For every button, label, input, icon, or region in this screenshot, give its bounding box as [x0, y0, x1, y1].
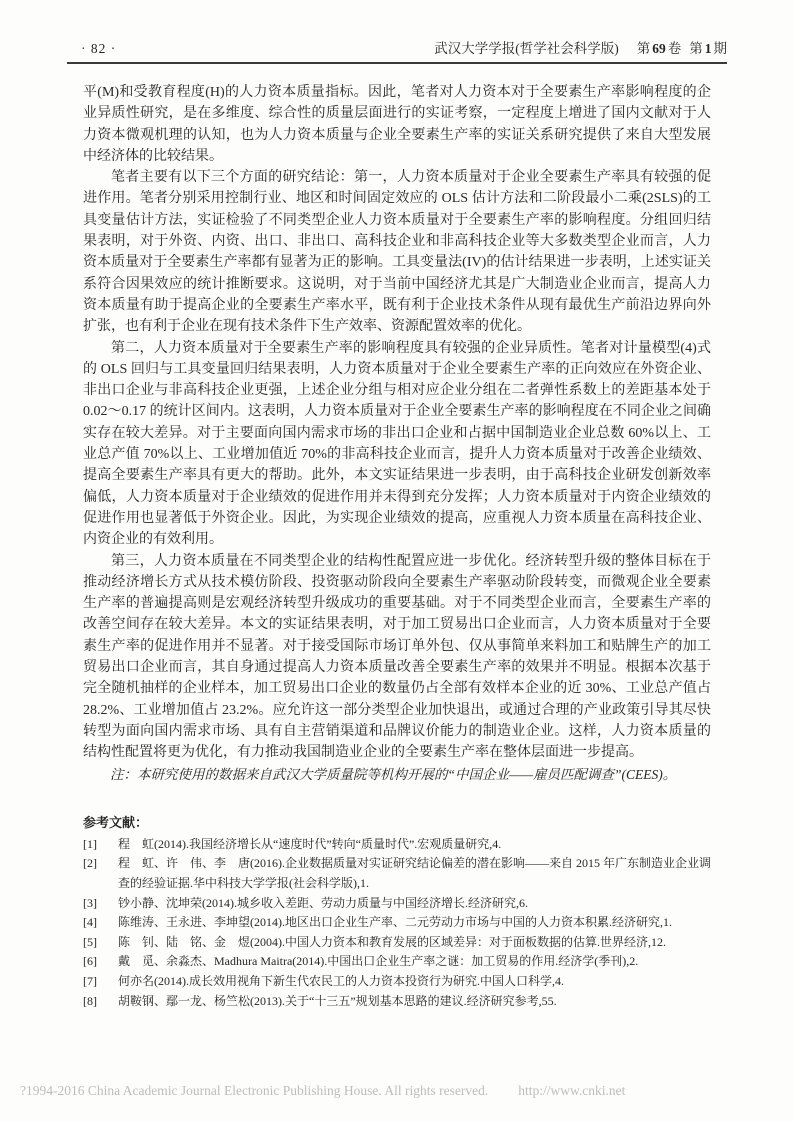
references-list	[83, 835, 711, 1011]
volume-issue	[637, 41, 727, 56]
page-header	[67, 0, 727, 64]
reference-text: 陈 钊、陆 铭、金 煜(2004).中国人力资本和教育发展的区域差异：对于面板数据的估算.世界经济,12.	[118, 934, 666, 949]
cnki-url: http://www.cnki.net	[518, 1083, 626, 1098]
issue-label: 第	[689, 41, 703, 56]
reference-label: [4]	[83, 915, 97, 930]
reference-text: 程 虹(2014).我国经济增长从“速度时代”转向“质量时代”.宏观质量研究,4.	[118, 836, 502, 851]
references-heading: 参考文献：	[83, 814, 149, 830]
reference-text: 陈维涛、王永进、李坤望(2014).地区出口企业生产率、二元劳动力市场与中国的人力资本积累.经济研究,1.	[118, 915, 672, 930]
reference-item	[83, 933, 711, 953]
reference-label: [3]	[83, 895, 97, 910]
body-paragraph: 笔者主要有以下三个方面的研究结论：第一，人力资本质量对于企业全要素生产率具有较强的促进作用。笔者分别采用控制行业、地区和时间固定效应的 OLS 估计方法和二阶段最小二乘(2SLS)的工具变量估计方法，实证检验了不同类型企业人力资本质量对于全要素生产率的影响程度。分组回归结果表明，对于外资、内资、出口、非出口、高科技企业和非高科技企业等大多数类型企业而言，人力资本质量对于全要素生产率都有显著为正的影响。工具变量法(IV)的估计结果进一步表明，上述实证关系符合因果效应的统计推断要求。这说明，对于当前中国经济尤其是广大制造业企业而言，提高人力资本质量有助于提高企业的全要素生产率水平，既有利于企业技术条件从现有最优生产前沿边界向外扩张，也有利于企业在现有技术条件下生产效率、资源配置效率的优化。	[83, 170, 711, 335]
cnki-watermark-footer	[20, 1082, 774, 1100]
reference-item	[83, 835, 711, 855]
reference-text: 程 虹、许 伟、李 唐(2016).企业数据质量对实证研究结论偏差的潜在影响——来自 2015 年广东制造业企业调查的经验证据.华中科技大学学报(社会科学版),1.	[118, 856, 711, 890]
reference-item	[83, 913, 711, 933]
reference-item	[83, 894, 711, 914]
reference-text: 何亦名(2014).成长效用视角下新生代农民工的人力资本投资行为研究.中国人口科学,4.	[118, 973, 564, 988]
journal-info	[434, 40, 727, 57]
copyright-text: ?1994-2016 China Academic Journal Electronic Publishing House. All rights reserved.	[20, 1083, 489, 1098]
reference-text: 钞小静、沈坤荣(2014).城乡收入差距、劳动力质量与中国经济增长.经济研究,6.	[118, 895, 528, 910]
reference-item	[83, 952, 711, 972]
data-source-note: 注：本研究使用的数据来自武汉大学质量院等机构开展的“中国企业——雇员匹配调查”(CEES)。	[110, 766, 677, 782]
body-paragraph: 平(M)和受教育程度(H)的人力资本质量指标。因此，笔者对人力资本对于全要素生产率影响程度的企业异质性研究，是在多维度、综合性的质量层面进行的实证考察，一定程度上增进了国内文献对于人力资本微观机理的认知，也为人力资本质量与企业全要素生产率的实证关系研究提供了来自大型发展中经济体的比较结果。	[83, 85, 711, 164]
body-paragraph: 第二，人力资本质量对于全要素生产率的影响程度具有较强的企业异质性。笔者对计量模型(4)式的 OLS 回归与工具变量回归结果表明，人力资本质量对于企业全要素生产率的正向效应在外资企业、非出口企业与非高科技企业更强，上述企业分组与相对应企业分组在二者弹性系数上的差距基本处于0.02～0.17 的统计区间内。这表明，人力资本质量对于企业全要素生产率的影响程度在不同企业之间确实存在较大差异。对于主要面向国内需求市场的非出口企业和占据中国制造业企业总数 60%以上、工业总产值 70%以上、工业增加值近 70%的非高科技企业而言，提升人力资本质量对于改善企业绩效、提高全要素生产率具有更大的帮助。此外，本文实证结果进一步表明，由于高科技企业研发创新效率偏低，人力资本质量对于企业绩效的促进作用并未得到充分发挥；人力资本质量对于内资企业绩效的促进作用也显著低于外资企业。因此，为实现企业绩效的提高，应重视人力资本质量在高科技企业、内资企业的有效利用。	[83, 340, 711, 548]
volume-label: 第	[636, 41, 651, 56]
issue-unit: 期	[713, 41, 727, 56]
volume-unit: 卷	[667, 41, 682, 56]
reference-text: 戴 觅、余淼杰、Madhura Maitra(2014).中国出口企业生产率之谜：加工贸易的作用.经济学(季刊),2.	[118, 954, 639, 969]
body-paragraph: 第三，人力资本质量在不同类型企业的结构性配置应进一步优化。经济转型升级的整体目标在于推动经济增长方式从技术模仿阶段、投资驱动阶段向全要素生产率驱动阶段转变，而微观企业全要素生产率的普遍提高则是宏观经济转型升级成功的重要基础。对于不同类型企业而言，全要素生产率的改善空间存在较大差异。本文的实证结果表明，对于加工贸易出口企业而言，人力资本质量对于全要素生产率的促进作用并不显著。对于接受国际市场订单外包、仅从事简单来料加工和贴牌生产的加工贸易出口企业而言，其自身通过提高人力资本质量改善全要素生产率的效果并不明显。根据本次基于完全随机抽样的企业样本，加工贸易出口企业的数量仍占全部有效样本企业的近 30%、工业总产值占 28.2%、工业增加值占 23.2%。应允许这一部分类型企业加快退出，或通过合理的产业政策引导其尽快转型为面向国内需求市场、具有自主营销渠道和品牌议价能力的制造业企业。这样，人力资本质量的结构性配置将更为优化，有力推动我国制造业企业的全要素生产率在整体层面进一步提高。	[83, 553, 711, 761]
reference-label: [6]	[83, 954, 97, 969]
article-body	[83, 82, 711, 1011]
reference-label: [1]	[83, 836, 97, 851]
volume-number: 69	[652, 41, 666, 56]
journal-title: 武汉大学学报(哲学社会科学版)	[434, 41, 619, 56]
reference-text: 胡鞍钢、鄢一龙、杨竺松(2013).关于“十三五”规划基本思路的建议.经济研究参考,55.	[118, 993, 557, 1008]
reference-item	[83, 992, 711, 1012]
reference-item	[83, 854, 711, 893]
references-section	[83, 813, 711, 1011]
issue-number: 1	[704, 41, 712, 56]
reference-label: [8]	[83, 993, 97, 1008]
page-number: · 82 ·	[81, 41, 117, 56]
reference-label: [2]	[83, 856, 97, 871]
reference-item	[83, 972, 711, 992]
reference-label: [7]	[83, 973, 97, 988]
reference-label: [5]	[83, 934, 97, 949]
